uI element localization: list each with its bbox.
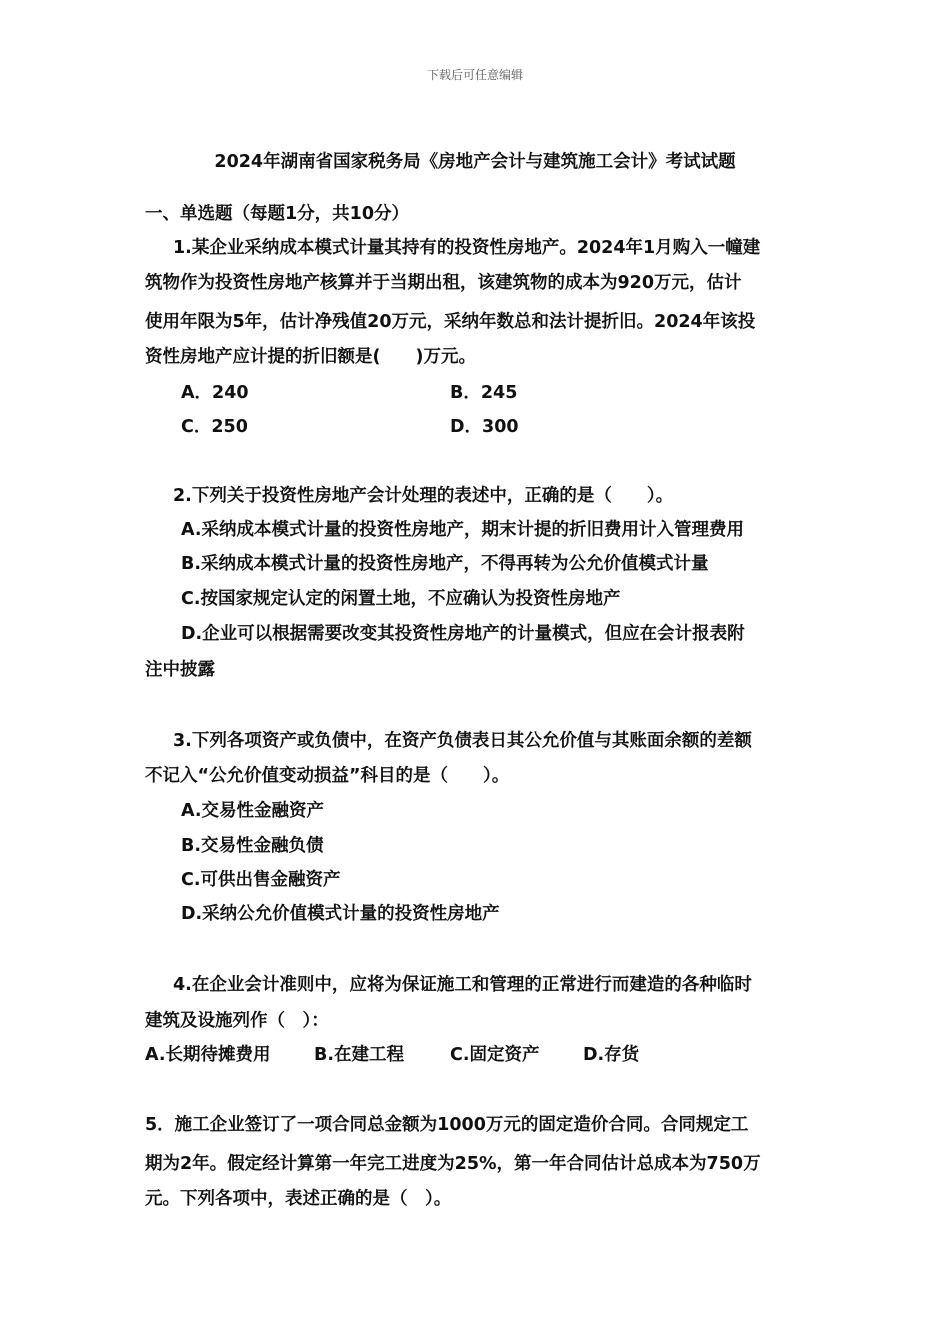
question-2-option-b: B.采纳成本模式计量的投资性房地产，不得再转为公允价值模式计量	[181, 554, 709, 574]
question-1-line-2: 筑物作为投资性房地产核算并于当期出租，该建筑物的成本为920万元，估计	[145, 273, 742, 293]
header-note: 下载后可任意编辑	[426, 68, 523, 82]
question-1-option-d: D．300	[450, 417, 519, 437]
question-1-line-3: 使用年限为5年，估计净残值20万元，采纳年数总和法计提折旧。2024年该投	[145, 312, 756, 332]
question-2-option-d-continued: 注中披露	[145, 660, 215, 680]
question-1-option-c: C．250	[181, 417, 248, 437]
question-4-option-a: A.长期待摊费用	[145, 1045, 271, 1065]
question-1-option-a: A．240	[181, 383, 249, 403]
document-title: 2024年湖南省国家税务局《房地产会计与建筑施工会计》考试试题	[214, 152, 736, 172]
question-3-option-b: B.交易性金融负债	[181, 836, 324, 856]
question-4-line-2: 建筑及设施列作（ ）：	[145, 1011, 329, 1031]
question-3-line-1: 3.下列各项资产或负债中，在资产负债表日其公允价值与其账面余额的差额	[173, 731, 752, 751]
section-heading: 一、单选题（每题1分，共10分）	[145, 204, 410, 224]
question-4-line-1: 4.在企业会计准则中，应将为保证施工和管理的正常进行而建造的各种临时	[173, 975, 752, 995]
question-2-option-a: A.采纳成本模式计量的投资性房地产，期末计提的折旧费用计入管理费用	[181, 520, 745, 540]
question-4-option-d: D.存货	[583, 1045, 640, 1065]
question-2-option-c: C.按国家规定认定的闲置土地，不应确认为投资性房地产	[181, 589, 621, 609]
question-1-line-4: 资性房地产应计提的折旧额是( )万元。	[145, 347, 476, 367]
question-1-line-1: 1.某企业采纳成本模式计量其持有的投资性房地产。2024年1月购入一幢建	[173, 238, 761, 258]
question-2-option-d: D.企业可以根据需要改变其投资性房地产的计量模式，但应在会计报表附	[181, 624, 745, 644]
question-4-option-b: B.在建工程	[314, 1045, 404, 1065]
question-5-line-3: 元。下列各项中，表述正确的是（ ）。	[145, 1189, 452, 1209]
question-2-line-1: 2.下列关于投资性房地产会计处理的表述中，正确的是（ ）。	[173, 486, 674, 506]
question-4-option-c: C.固定资产	[450, 1045, 540, 1065]
question-1-option-b: B．245	[450, 383, 518, 403]
question-3-option-a: A.交易性金融资产	[181, 801, 325, 821]
question-3-line-2: 不记入“公允价值变动损益”科目的是（ ）。	[145, 766, 510, 786]
question-3-option-d: D.采纳公允价值模式计量的投资性房地产	[181, 904, 500, 924]
question-5-line-1: 5．施工企业签订了一项合同总金额为1000万元的固定造价合同。合同规定工	[145, 1115, 749, 1135]
question-5-line-2: 期为2年。假定经计算第一年完工进度为25%，第一年合同估计总成本为750万	[145, 1154, 761, 1174]
question-3-option-c: C.可供出售金融资产	[181, 870, 341, 890]
